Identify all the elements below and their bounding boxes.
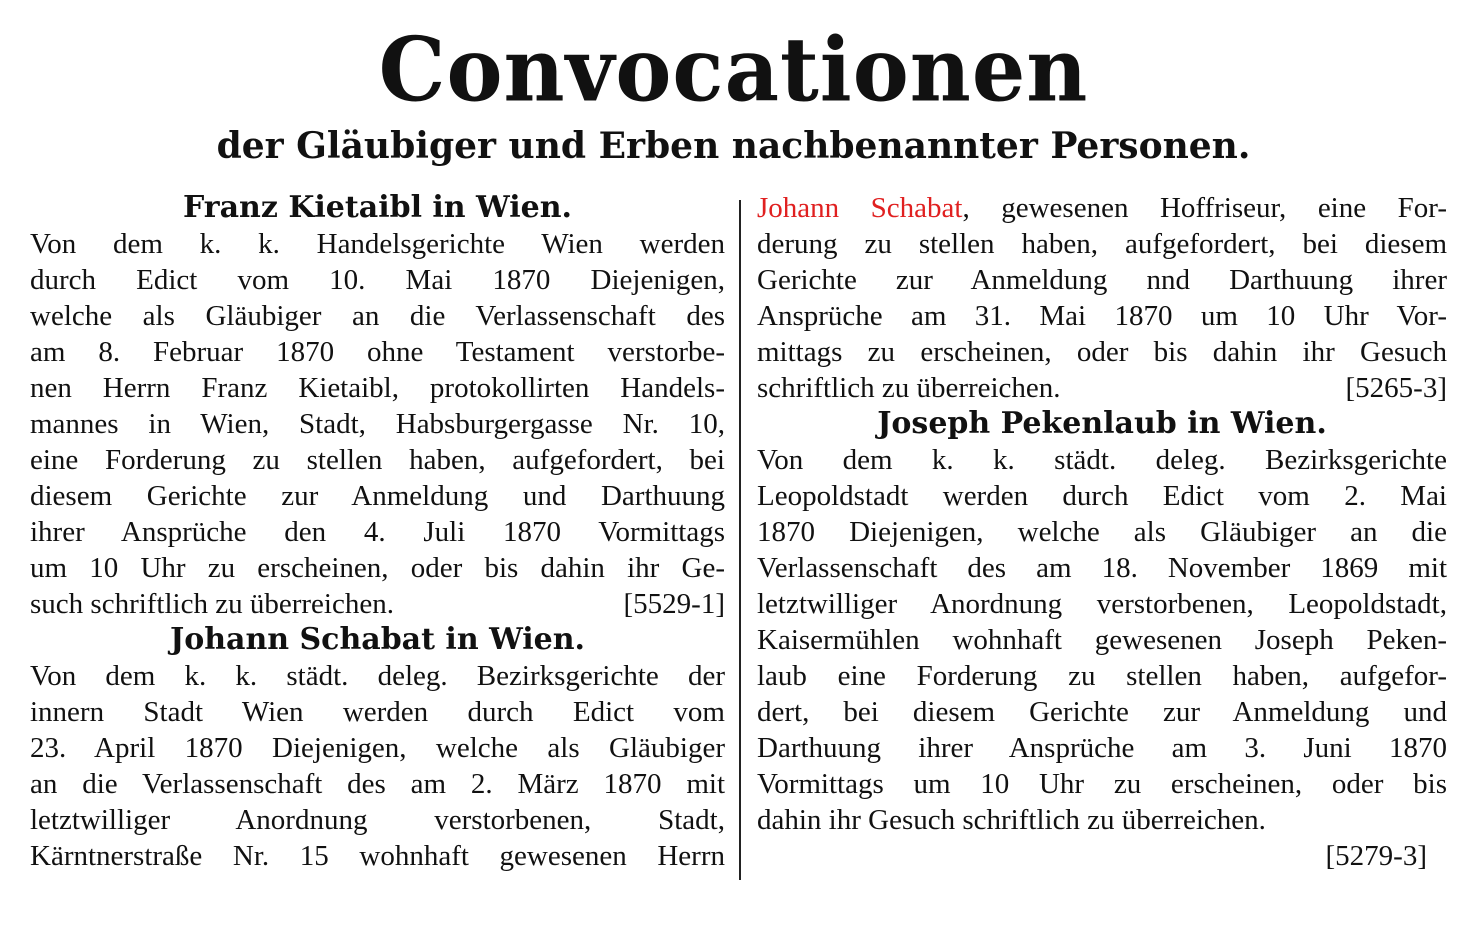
text-line: Vormittags um 10 Uhr zu erscheinen, oder bis bbox=[757, 768, 1447, 800]
notice-pekenlaub bbox=[757, 406, 1447, 874]
text-line: ihrer Ansprüche den 4. Juli 1870 Vormittags bbox=[30, 516, 725, 548]
text-line-last: dahin ihr Gesuch schriftlich zu überreichen. bbox=[757, 804, 1266, 836]
notice-heading: Joseph Pekenlaub in Wien. bbox=[877, 406, 1327, 441]
text-line: laub eine Forderung zu stellen haben, aufgefor- bbox=[757, 660, 1447, 692]
text-line-last bbox=[757, 370, 1447, 406]
text-line: Von dem k. k. städt. deleg. Bezirksgerichte bbox=[757, 444, 1447, 476]
text-line: Gerichte zur Anmeldung nnd Darthuung ihrer bbox=[757, 264, 1447, 296]
column-divider bbox=[739, 200, 741, 880]
text-line: derung zu stellen haben, aufgefordert, bei diesem bbox=[757, 228, 1447, 260]
text-line: Von dem k. k. Handelsgerichte Wien werden bbox=[30, 228, 725, 260]
text-line: um 10 Uhr zu erscheinen, oder bis dahin ihr Ge- bbox=[30, 552, 725, 584]
page-subtitle: der Gläubiger und Erben nachbenannter Personen. bbox=[216, 125, 1251, 167]
reference-number: [5279-3] bbox=[1325, 840, 1427, 872]
reference-line bbox=[757, 838, 1447, 874]
text-line: Von dem k. k. städt. deleg. Bezirksgerichte der bbox=[30, 660, 725, 692]
text-line-rest: , gewesenen Hoffriseur, eine For- bbox=[962, 192, 1447, 224]
text-line: Darthuung ihrer Ansprüche am 3. Juni 1870 bbox=[757, 732, 1447, 764]
left-column bbox=[30, 190, 725, 874]
text-line: letztwilliger Anordnung verstorbenen, Leopoldstadt, bbox=[757, 588, 1447, 620]
notice-heading: Johann Schabat in Wien. bbox=[170, 622, 585, 657]
text-line: eine Forderung zu stellen haben, aufgefordert, bei bbox=[30, 444, 725, 476]
reference-number: [5265-3] bbox=[1345, 372, 1447, 404]
text-line: Verlassenschaft des am 18. November 1869 mit bbox=[757, 552, 1447, 584]
text-line: Kaisermühlen wohnhaft gewesenen Joseph Peken- bbox=[757, 624, 1447, 656]
text-line: diesem Gerichte zur Anmeldung und Darthuung bbox=[30, 480, 725, 512]
text-line: dert, bei diesem Gerichte zur Anmeldung und bbox=[757, 696, 1447, 728]
highlighted-name: Johann Schabat bbox=[757, 192, 963, 224]
text-line: Ansprüche am 31. Mai 1870 um 10 Uhr Vor- bbox=[757, 300, 1447, 332]
text-line: am 8. Februar 1870 ohne Testament verstorbe- bbox=[30, 336, 725, 368]
notice-heading: Franz Kietaibl in Wien. bbox=[183, 190, 572, 225]
text-line-last bbox=[30, 586, 725, 622]
page-title: Convocationen bbox=[378, 17, 1089, 122]
text-line: durch Edict vom 10. Mai 1870 Diejenigen, bbox=[30, 264, 725, 296]
text-line bbox=[757, 190, 1447, 226]
text-line: Kärntnerstraße Nr. 15 wohnhaft gewesenen Herrn bbox=[30, 840, 725, 872]
text-line: nen Herrn Franz Kietaibl, protokollirten Handels- bbox=[30, 372, 725, 404]
text-line: 1870 Diejenigen, welche als Gläubiger an die bbox=[757, 516, 1447, 548]
notice-schabat-continued bbox=[757, 190, 1447, 406]
text-line: 23. April 1870 Diejenigen, welche als Gläubiger bbox=[30, 732, 725, 764]
text-line: mittags zu erscheinen, oder bis dahin ihr Gesuch bbox=[757, 336, 1447, 368]
text-line: welche als Gläubiger an die Verlassenschaft des bbox=[30, 300, 725, 332]
text-line: mannes in Wien, Stadt, Habsburgergasse Nr. 10, bbox=[30, 408, 725, 440]
text-line: Leopoldstadt werden durch Edict vom 2. Mai bbox=[757, 480, 1447, 512]
reference-number: [5529-1] bbox=[623, 588, 725, 620]
text-line: innern Stadt Wien werden durch Edict vom bbox=[30, 696, 725, 728]
notice-kietaibl bbox=[30, 190, 725, 622]
text-line: an die Verlassenschaft des am 2. März 1870 mit bbox=[30, 768, 725, 800]
text-line-last-text: schriftlich zu überreichen. bbox=[757, 372, 1061, 404]
right-column bbox=[757, 190, 1447, 874]
notice-schabat bbox=[30, 622, 725, 874]
text-line: letztwilliger Anordnung verstorbenen, Stadt, bbox=[30, 804, 725, 836]
text-line-last-text: such schriftlich zu überreichen. bbox=[30, 588, 394, 620]
